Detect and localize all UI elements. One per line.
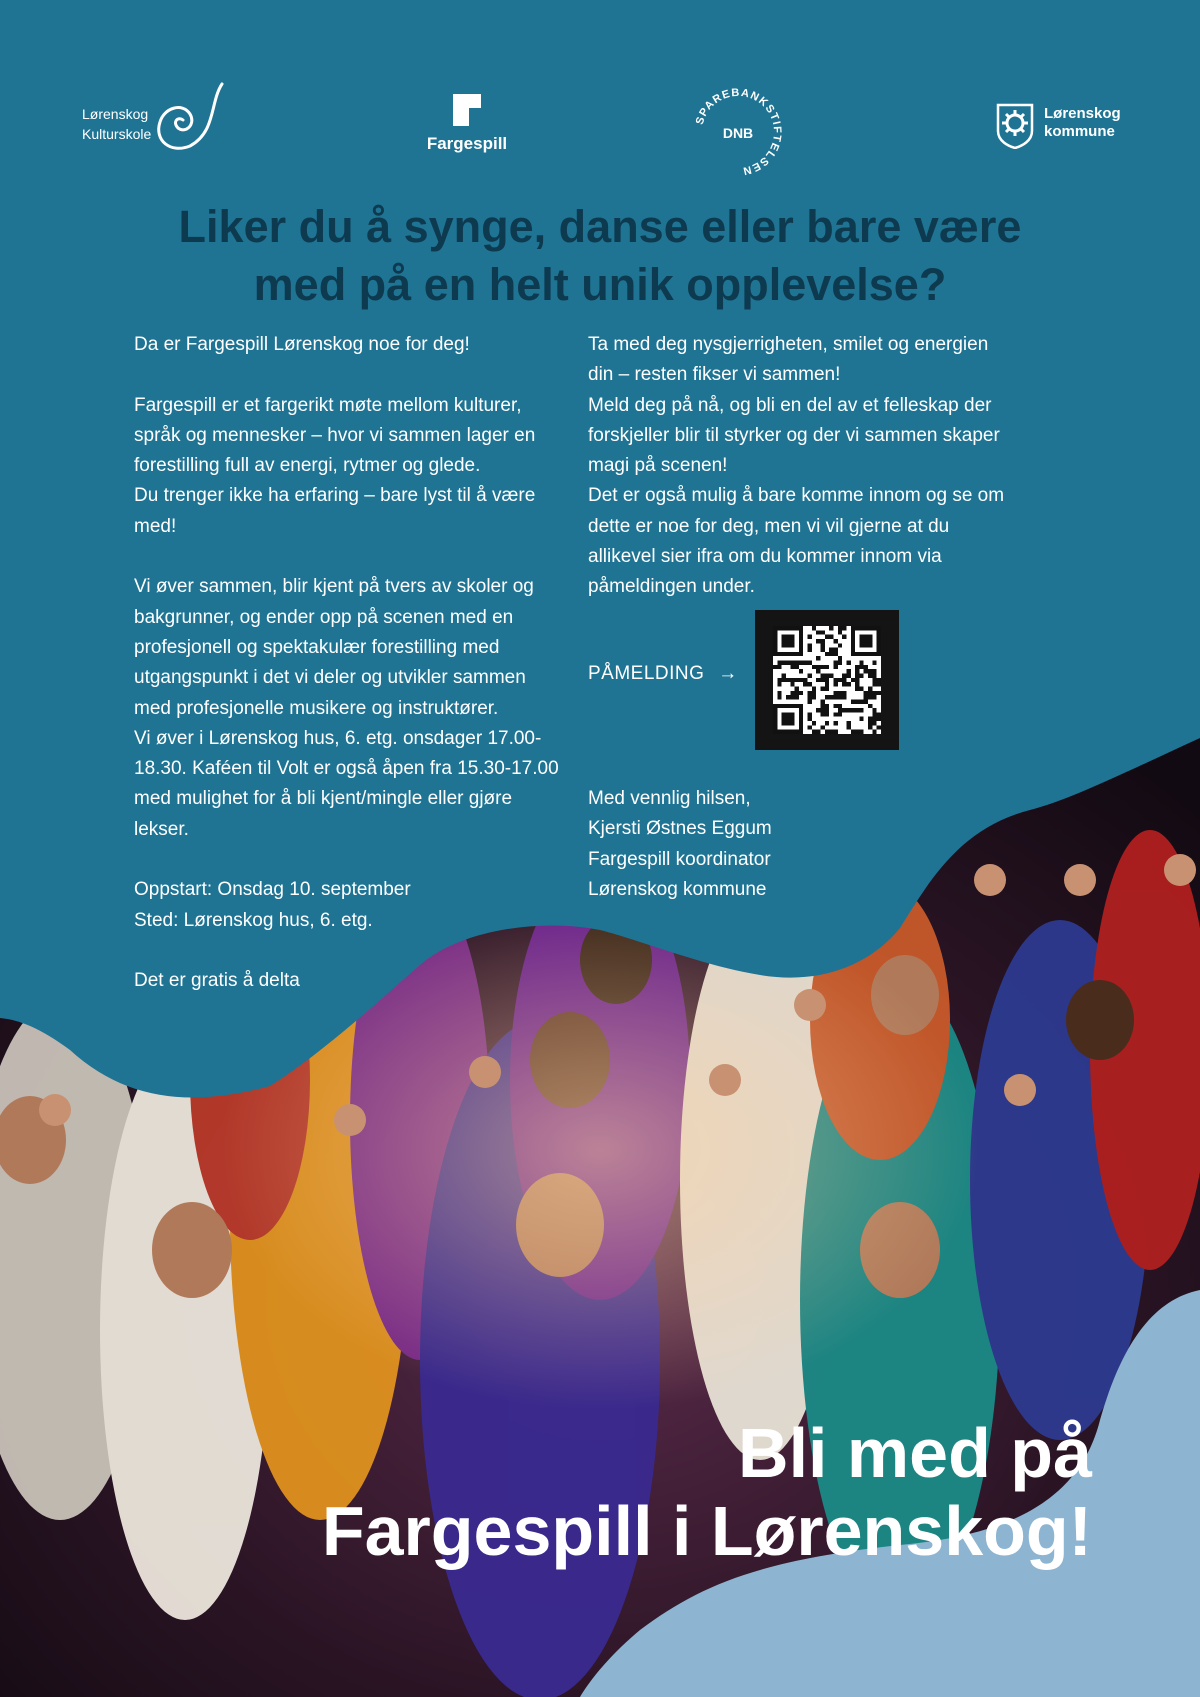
body-paragraph: Vi øver i Lørenskog hus, 6. etg. onsdager 17.00-18.30. Kaféen til Volt er også åpen fra 15.30-17.00 med mulighet for å bli kjent/mingle eller gjøre lekser. — [134, 727, 559, 840]
signup-link[interactable] — [588, 663, 738, 685]
body-paragraph: Vi øver sammen, blir kjent på tvers av skoler og bakgrunner, og ender opp på scenen med en profesjonell og spektakulær forestilling med utgangspunkt i det vi deler og utvikler sammen med profesjonelle musikere og instruktører. — [134, 576, 534, 719]
dnb-ring-icon — [690, 84, 786, 180]
venue: Sted: Lørenskog hus, 6. etg. — [134, 909, 373, 931]
free-note: Det er gratis å delta — [134, 970, 300, 992]
body-paragraph: Det er også mulig å bare komme innom og se om dette er noe for deg, men vi vil gjerne at du allikevel sier ifra om du kommer innom via påmeldingen under. — [588, 485, 1005, 598]
qr-code[interactable] — [755, 610, 899, 750]
signature-name: Kjersti Østnes Eggum — [588, 818, 772, 840]
call-to-action — [322, 1414, 1092, 1570]
kulturskole-logo-line2: Kulturskole — [82, 126, 152, 142]
headline — [60, 198, 1140, 314]
headline-line2: med på en helt unik opplevelse? — [253, 259, 947, 310]
fargespill-mark-icon — [447, 90, 487, 128]
signature-role: Fargespill koordinator — [588, 848, 771, 870]
qr-code-icon — [773, 626, 881, 734]
body-paragraph: Du trenger ikke ha erfaring – bare lyst til å være med! — [134, 485, 536, 537]
arrow-right-icon: → — [718, 663, 738, 684]
body-paragraph: Fargespill er et fargerikt møte mellom kulturer, språk og mennesker – hvor vi sammen lager en forestilling full av energi, rytmer og glede. — [134, 394, 536, 477]
svg-text:DNB: DNB — [722, 125, 754, 141]
kulturskole-logo-line1: Lørenskog — [82, 106, 149, 122]
cta-line1: Bli med på — [738, 1414, 1092, 1492]
closing-signature — [588, 784, 772, 905]
signature-org: Lørenskog kommune — [588, 878, 767, 900]
sparebankstiftelsen-dnb-logo — [690, 84, 786, 180]
signup-label: PÅMELDING — [588, 663, 705, 684]
right-column — [588, 330, 1008, 603]
headline-line1: Liker du å synge, danse eller bare være — [178, 201, 1022, 252]
kommune-logo-line1: Lørenskog — [1044, 105, 1121, 122]
coat-of-arms-icon — [996, 103, 1034, 149]
svg-text:SPAREBANKSTIFTELSEN: SPAREBANKSTIFTELSEN — [693, 86, 784, 177]
closing-greeting: Med vennlig hilsen, — [588, 788, 751, 809]
start-date: Oppstart: Onsdag 10. september — [134, 879, 411, 901]
lorenskog-kommune-logo — [996, 103, 1136, 149]
cta-line2: Fargespill i Lørenskog! — [321, 1492, 1092, 1570]
kommune-logo-line2: kommune — [1044, 123, 1115, 140]
fargespill-logo — [412, 90, 522, 154]
spiral-icon — [150, 82, 226, 152]
left-column — [134, 330, 564, 997]
body-paragraph: Ta med deg nysgjerrigheten, smilet og energien din – resten fikser vi sammen! — [588, 334, 989, 386]
intro-text: Da er Fargespill Lørenskog noe for deg! — [134, 334, 470, 355]
body-paragraph: Meld deg på nå, og bli en del av et felleskap der forskjeller blir til styrker og der vi sammen skaper magi på scenen! — [588, 394, 1000, 477]
lorenskog-kulturskole-logo — [80, 82, 230, 152]
fargespill-logo-name: Fargespill — [426, 134, 508, 153]
